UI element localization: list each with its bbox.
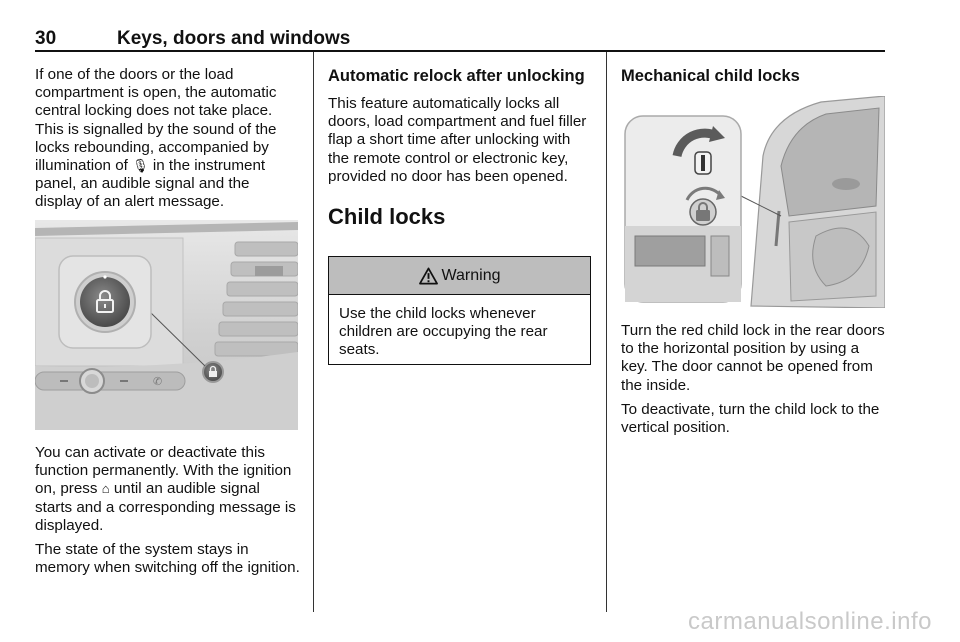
page-header [35, 12, 885, 50]
heading-child-locks: Child locks [328, 204, 446, 230]
lock-symbol-icon: ⌂ [101, 481, 110, 497]
dashboard-lock-button-illustration [35, 220, 298, 430]
section-title: Keys, doors and windows [117, 28, 351, 49]
paragraph-turn-red-lock: Turn the red child lock in the rear doors to the horizontal position by using a key. The door cannot be opened from the inside. [621, 322, 885, 394]
paragraph-text: You can activate or deactivate this function permanently. With the ignition on, press [35, 444, 292, 498]
svg-text:✆: ✆ [153, 375, 163, 388]
header-rule [35, 50, 885, 52]
door-child-lock-illustration [621, 96, 885, 308]
paragraph-text-end: in the instrument panel, an audible signal and the display of an alert message. [35, 157, 266, 211]
watermark: carmanualsonline.info [688, 608, 932, 635]
paragraph-memory: The state of the system stays in memory when switching off the ignition. [35, 541, 300, 577]
warning-text: Use the child locks whenever children are occupying the rear seats. [339, 305, 548, 359]
column-2 [328, 66, 593, 230]
warning-title: Warning [441, 266, 501, 284]
paragraph-activate [35, 444, 300, 535]
door-warning-icon: 🎙︎ [132, 158, 149, 174]
paragraph-text: If one of the doors or the load compartment is open, the automatic central locking does not take place. This is signalled by the sound of the locks rebounding, accompanied by illumination of [35, 66, 277, 175]
warning-header [329, 257, 590, 295]
page-number: 30 [35, 28, 57, 49]
paragraph-auto-relock: This feature automatically locks all doors, load compartment and fuel filler flap a short time after unlocking with the remote control or electronic key, provided no door has been opened. [328, 95, 587, 185]
column-1-lower [35, 444, 300, 577]
column-1 [35, 66, 300, 212]
column-3 [621, 66, 891, 86]
column-3-lower [621, 322, 889, 437]
column-divider-2 [606, 52, 607, 612]
heading-auto-relock: Automatic relock after unlocking [328, 67, 585, 85]
heading-mechanical-child-locks: Mechanical child locks [621, 67, 800, 85]
warning-box [328, 256, 591, 365]
paragraph-text-end: until an audible signal starts and a corresponding message is displayed. [35, 480, 296, 534]
column-divider-1 [313, 52, 314, 612]
paragraph-door-open [35, 66, 300, 212]
warning-triangle-icon [419, 267, 438, 285]
paragraph-deactivate: To deactivate, turn the child lock to the vertical position. [621, 400, 880, 437]
